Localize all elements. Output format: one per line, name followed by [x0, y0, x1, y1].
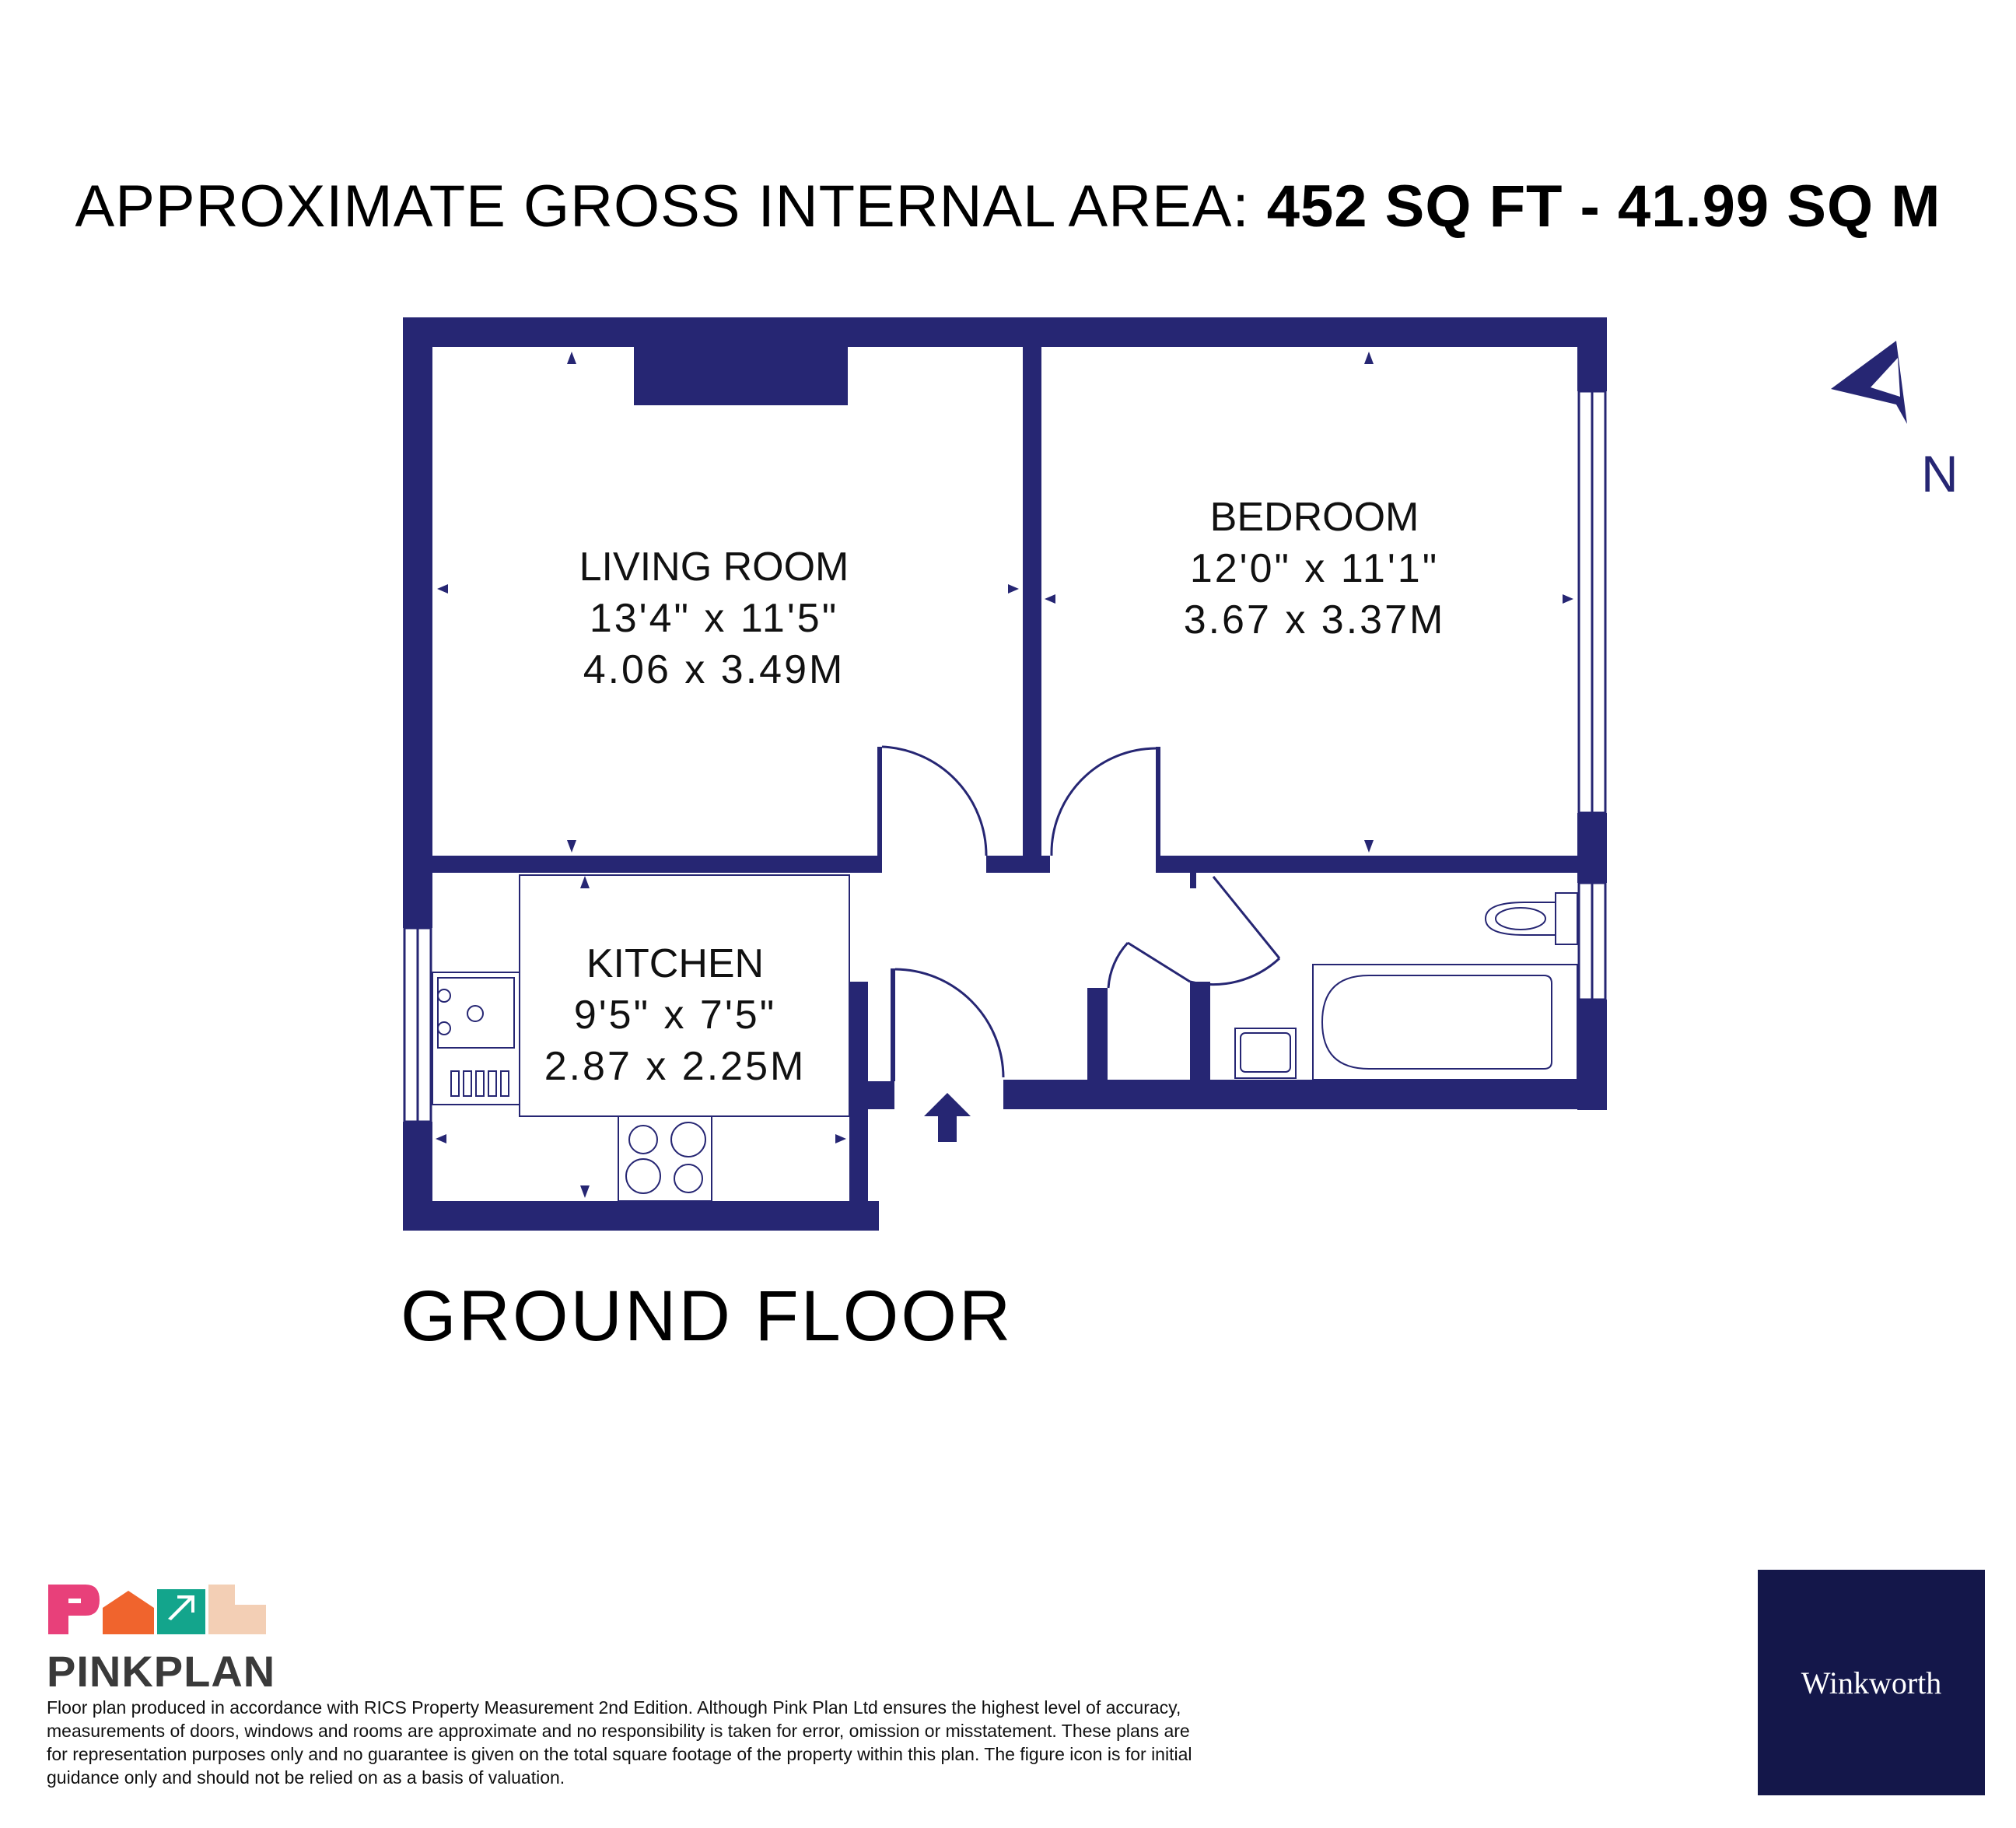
- room-name-bedroom: BEDROOM: [1209, 495, 1419, 540]
- door-swing-living: [882, 747, 986, 856]
- kitchen-sink-bowl: [438, 978, 514, 1048]
- hob-ring-icon: [629, 1126, 657, 1154]
- door-stop-entrance: [891, 968, 895, 1081]
- toilet-cistern: [1556, 893, 1577, 944]
- drainer-slot: [501, 1071, 509, 1096]
- tap-icon: [438, 1022, 450, 1035]
- room-name-kitchen: KITCHEN: [586, 941, 765, 986]
- entrance-arrow-icon: [924, 1093, 971, 1142]
- wall-hall-stub: [986, 856, 1050, 873]
- winkworth-wordmark: Winkworth: [1801, 1665, 1942, 1700]
- floor-label: GROUND FLOOR: [401, 1276, 1013, 1356]
- compass-label: N: [1921, 445, 1958, 503]
- room-imperial-kitchen: 9'5" x 7'5": [573, 993, 777, 1038]
- wall-kitchen-notch: [868, 1081, 894, 1109]
- toilet-seat: [1496, 908, 1545, 930]
- walls: [403, 317, 1607, 1231]
- dim-arrow: [436, 1134, 446, 1143]
- wall-top: [403, 317, 1607, 347]
- bathroom-fixtures: [1235, 893, 1577, 1080]
- dim-arrow: [580, 1185, 590, 1198]
- dim-arrow: [835, 1134, 846, 1143]
- basin: [1235, 1028, 1296, 1078]
- door-stop-bedroom: [1156, 747, 1160, 873]
- tap-icon: [467, 1006, 483, 1021]
- wall-bottom-kitchen: [403, 1201, 879, 1231]
- drainer-slot: [451, 1071, 459, 1096]
- area-title-prefix: APPROXIMATE GROSS INTERNAL AREA:: [75, 173, 1250, 240]
- room-metric-kitchen: 2.87 x 2.25M: [544, 1044, 807, 1089]
- drainer-slot: [488, 1071, 496, 1096]
- room-imperial-living: 13'4" x 11'5": [589, 596, 839, 641]
- dim-arrow: [437, 584, 448, 594]
- wall-kitchen-right: [849, 982, 868, 1231]
- winkworth-logo: [1758, 1570, 1985, 1795]
- door-swing-cupboard: [1108, 943, 1128, 988]
- tap-icon: [438, 989, 450, 1002]
- door-stop-living: [877, 747, 882, 873]
- room-imperial-bedroom: 12'0" x 11'1": [1189, 546, 1440, 591]
- pinkplan-wordmark: PINKPLAN: [47, 1647, 276, 1696]
- bath-inner: [1322, 975, 1552, 1069]
- door-leaf-cupboard: [1128, 943, 1190, 982]
- room-metric-bedroom: 3.67 x 3.37M: [1183, 597, 1446, 643]
- door-leaf-bathroom: [1213, 877, 1279, 958]
- wall-cupboard-left: [1087, 988, 1108, 1109]
- doors: [882, 747, 1279, 1077]
- wall-cupboard-right: [1190, 982, 1210, 1109]
- wall-left-upper: [403, 317, 432, 928]
- wall-right-top: [1577, 317, 1607, 391]
- dim-arrow: [567, 352, 576, 364]
- hob-ring-icon: [671, 1122, 705, 1157]
- wall-living-bedroom: [1023, 347, 1041, 856]
- dim-arrow: [1008, 584, 1019, 594]
- kitchen-fixtures: [432, 875, 849, 1201]
- north-compass: [1831, 341, 1958, 503]
- area-title-value: 452 SQ FT - 41.99 SQ M: [1266, 173, 1941, 240]
- room-metric-living: 4.06 x 3.49M: [583, 647, 845, 692]
- room-labels: [544, 495, 1446, 1089]
- bath: [1313, 965, 1577, 1080]
- door-swing-bathroom: [1190, 958, 1279, 985]
- dim-arrow: [567, 840, 576, 853]
- dim-arrow: [1563, 594, 1573, 604]
- dim-arrow: [580, 876, 590, 888]
- pinkplan-logo: [47, 1583, 275, 1697]
- room-name-living: LIVING ROOM: [579, 545, 849, 590]
- door-swing-bedroom: [1052, 748, 1156, 856]
- hob-ring-icon: [626, 1159, 660, 1193]
- chimney-breast: [634, 347, 848, 405]
- pinkplan-logo-mark: [47, 1583, 272, 1637]
- hob-ring-icon: [674, 1164, 702, 1192]
- dim-arrow: [1045, 594, 1055, 604]
- door-swing-entrance: [895, 969, 1003, 1077]
- drainer-slot: [464, 1071, 471, 1096]
- wall-bedroom-bottom: [1159, 856, 1607, 873]
- wall-living-bottom: [403, 856, 877, 873]
- disclaimer-text: Floor plan produced in accordance with RICS Property Measurement 2nd Edition. Although Pink Plan Ltd ensures the highest level of accuracy, measurements of doors, windows and rooms are approximate and no responsibility is taken for error, omission or misstatement. These plans are for representation purposes only and no guarantee is given on the total square footage of the property within this plan. The figure icon is for initial guidance only and should not be relied on as a basis of valuation.: [47, 1697, 1192, 1788]
- drainer-slot: [476, 1071, 484, 1096]
- dim-arrow: [1364, 352, 1374, 364]
- basin-bowl: [1241, 1033, 1290, 1072]
- wall-bath-stub: [1190, 873, 1196, 888]
- dim-arrow: [1364, 840, 1374, 853]
